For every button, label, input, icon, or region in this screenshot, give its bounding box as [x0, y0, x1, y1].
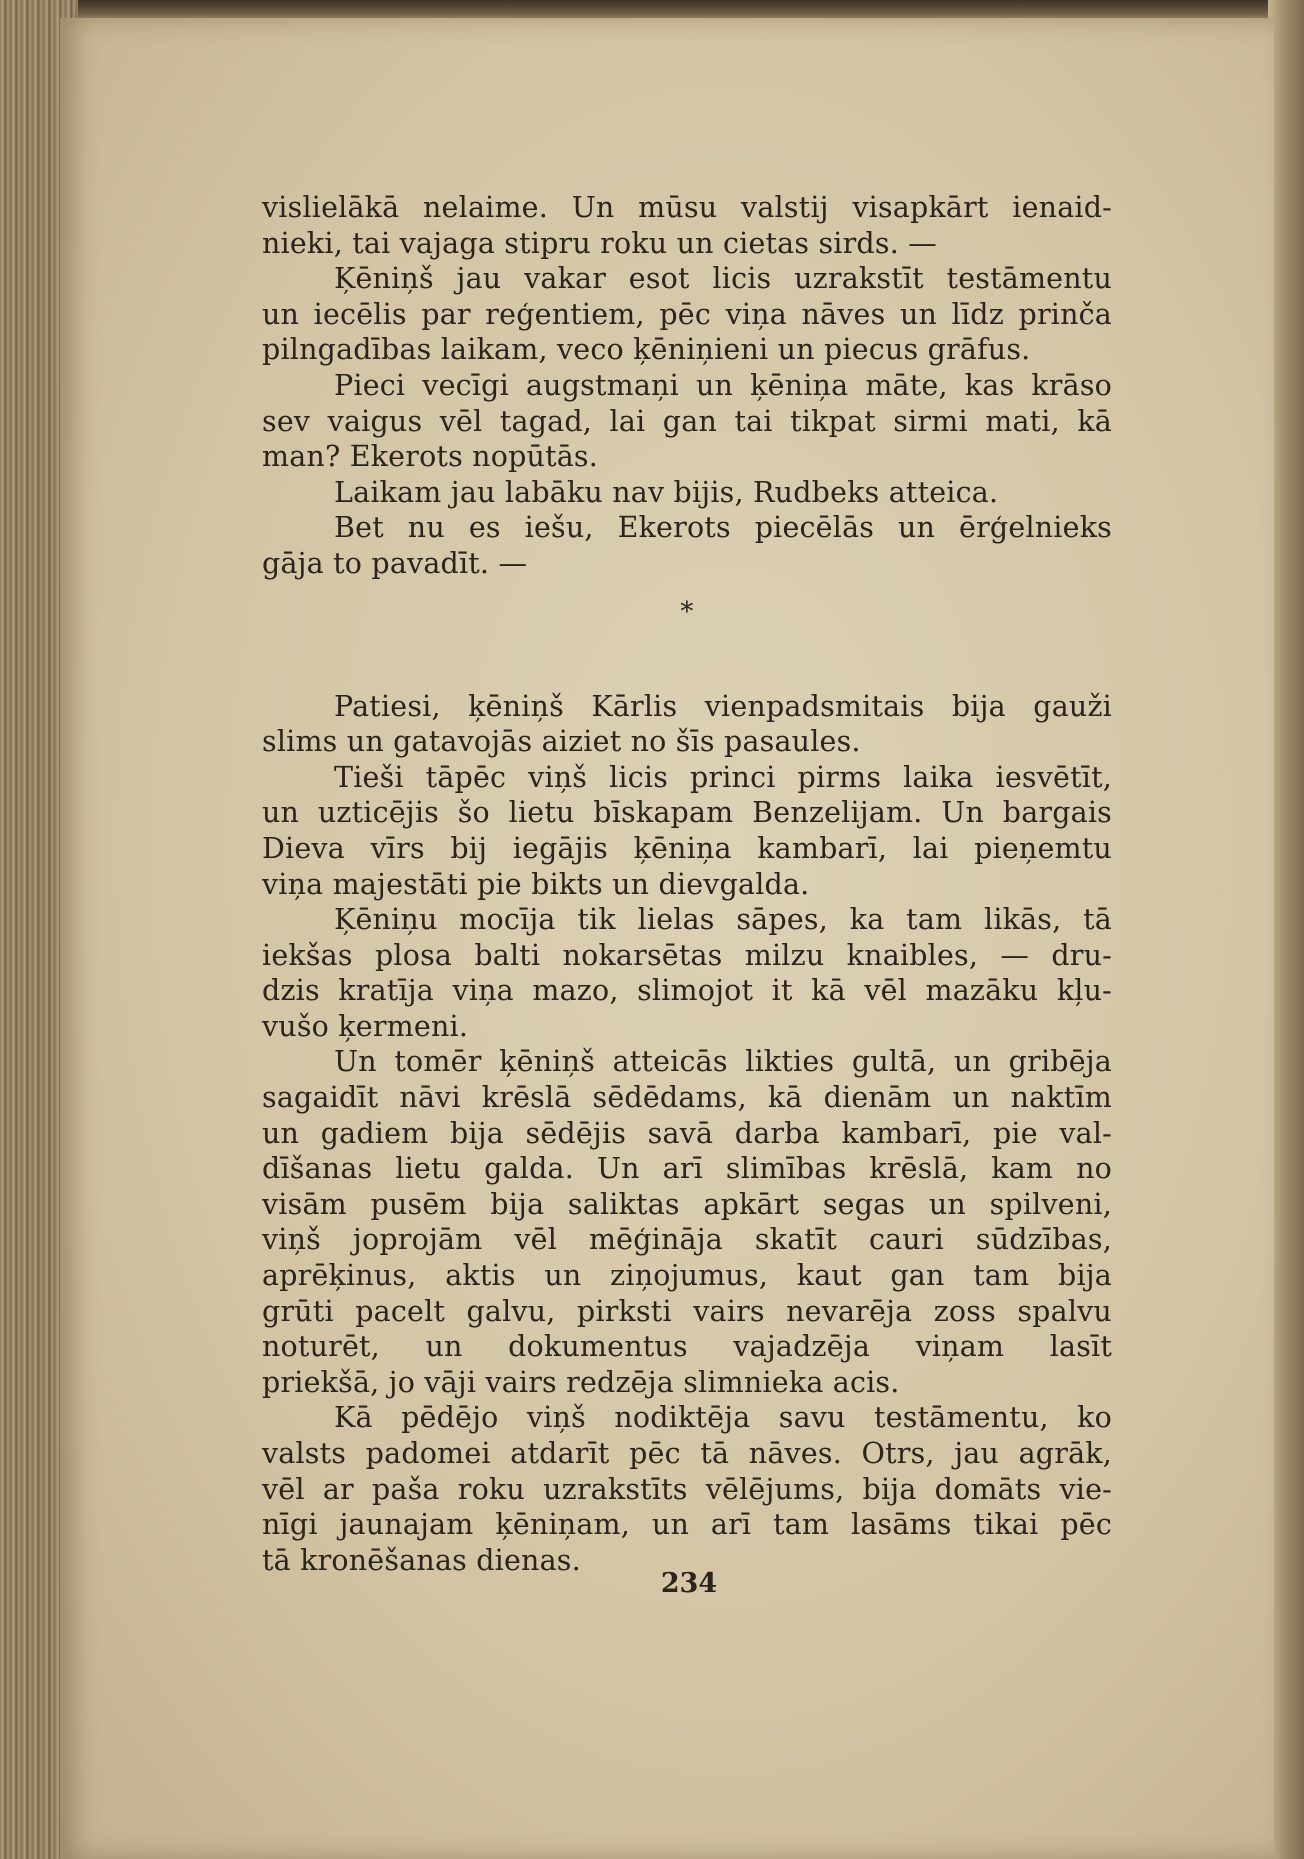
- text-line: pilngadības laikam, veco ķēniņieni un piecus grāfus.: [262, 333, 1031, 367]
- text-line: Dieva vīrs bij iegājis ķēniņa kambarī, lai pieņemtu: [262, 831, 1112, 865]
- text-line: slims un gatavojās aiziet no šīs pasaules.: [262, 725, 861, 759]
- text-line: grūti pacelt galvu, pirksti vairs nevarēja zoss spalvu: [262, 1294, 1112, 1328]
- text-line: Laikam jau labāku nav bijis, Rudbeks atteica.: [334, 475, 999, 509]
- text-block-before-separator: [262, 190, 1112, 582]
- text-line: gāja to pavadīt. —: [262, 546, 528, 580]
- text-line: Un tomēr ķēniņš atteicās likties gultā, un gribēja: [334, 1045, 1112, 1079]
- text-line: dzis kratīja viņa mazo, slimojot it kā vēl mazāku kļu-: [262, 974, 1112, 1008]
- text-line: valsts padomei atdarīt pēc tā nāves. Otrs, jau agrāk,: [262, 1437, 1112, 1470]
- page-number: 234: [660, 1568, 718, 1599]
- text-line: dīšanas lietu galda. Un arī slimības krēslā, kam no: [262, 1152, 1112, 1186]
- text-block-after-separator: [262, 689, 1112, 1579]
- text-line: Ķēniņu mocīja tik lielas sāpes, ka tam likās, tā: [334, 903, 1112, 937]
- text-line: Bet nu es iešu, Ekerots piecēlās un ērģelnieks: [334, 511, 1112, 545]
- text-line: Kā pēdējo viņš nodiktēja savu testāmentu, ko: [334, 1401, 1112, 1435]
- section-separator: *: [680, 596, 694, 627]
- text-line: man? Ekerots nopūtās.: [262, 440, 599, 474]
- text-line: vušo ķermeni.: [262, 1009, 469, 1043]
- text-line: viņa majestāti pie bikts un dievgalda.: [262, 867, 810, 901]
- text-line: priekšā, jo vāji vairs redzēja slimnieka acis.: [262, 1365, 900, 1399]
- text-line: un uzticējis šo lietu bīskapam Benzelijam. Un bargais: [262, 796, 1112, 830]
- text-line: tā kronēšanas dienas.: [262, 1543, 581, 1577]
- text-line: nieki, tai vajaga stipru roku un cietas sirds. —: [262, 226, 937, 260]
- text-line: Tieši tāpēc viņš licis princi pirms laika iesvētīt,: [334, 760, 1112, 794]
- text-line: aprēķinus, aktis un ziņojumus, kaut gan tam bija: [262, 1259, 1112, 1293]
- text-line: Ķēniņš jau vakar esot licis uzrakstīt testāmentu: [334, 262, 1112, 296]
- text-line: vēl ar paša roku uzrakstīts vēlējums, bija domāts vie-: [262, 1472, 1112, 1506]
- text-line: sev vaigus vēl tagad, lai gan tai tikpat sirmi mati, kā: [262, 404, 1112, 438]
- text-line: un iecēlis par reģentiem, pēc viņa nāves un līdz prinča: [262, 297, 1112, 331]
- text-line: sagaidīt nāvi krēslā sēdēdams, kā dienām un naktīm: [262, 1081, 1112, 1115]
- text-line: un gadiem bija sēdējis savā darba kambarī, pie val-: [262, 1116, 1112, 1150]
- text-line: viņš joprojām vēl mēģināja skatīt cauri sūdzības,: [262, 1223, 1112, 1257]
- text-line: Patiesi, ķēniņš Kārlis vienpadsmitais bija gauži: [334, 689, 1112, 723]
- text-line: iekšas plosa balti nokarsētas milzu knaibles, — dru-: [262, 938, 1112, 972]
- text-line: Pieci vecīgi augstmaņi un ķēniņa māte, kas krāso: [334, 368, 1112, 402]
- text-line: noturēt, un dokumentus vajadzēja viņam lasīt: [262, 1330, 1112, 1364]
- text-line: visām pusēm bija saliktas apkārt segas un spilveni,: [262, 1187, 1112, 1221]
- text-line: vislielākā nelaime. Un mūsu valstij visapkārt ienaid-: [262, 191, 1112, 224]
- body-text: [262, 190, 1112, 1578]
- text-line: nīgi jaunajam ķēniņam, un arī tam lasāms tikai pēc: [262, 1508, 1112, 1542]
